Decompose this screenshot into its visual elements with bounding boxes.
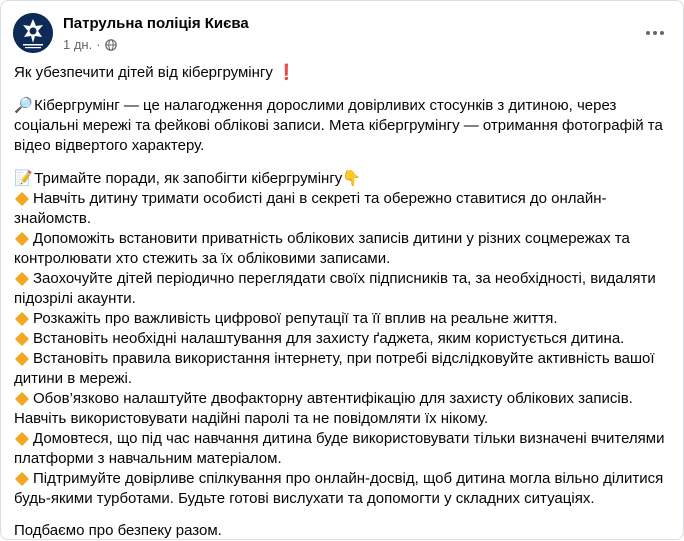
- more-dot: [653, 31, 657, 35]
- tip-item: [14, 349, 674, 389]
- post-intro: [14, 96, 674, 156]
- more-horizontal-icon: [646, 31, 650, 35]
- tip-item: [14, 269, 674, 309]
- tips-heading: [14, 169, 674, 189]
- tip-text: Підтримуйте довірливе спілкування про онлайн-досвід, щоб дитина могла вільно ділитися будь-якими турботами. Будьте готові вислухати та допомогти у складних ситуаціях.: [14, 470, 664, 507]
- orange-diamond-icon: [15, 431, 29, 445]
- tip-text: Заохочуйте дітей періодично переглядати своїх підписників та, за необхідності, видаляти підозрілі акаунти.: [14, 270, 656, 307]
- author-name[interactable]: Патрульна поліція Києва: [63, 15, 249, 32]
- orange-diamond-icon: [15, 271, 29, 285]
- memo-icon: 📝: [14, 170, 33, 187]
- exclamation-icon: ❗: [277, 64, 296, 81]
- tip-text: Встановіть необхідні налаштування для захисту ґаджета, яким користується дитина.: [33, 330, 625, 347]
- tip-text: Розкажіть про важливість цифрової репутації та її вплив на реальне життя.: [33, 310, 558, 327]
- orange-diamond-icon: [15, 231, 29, 245]
- orange-diamond-icon: [15, 471, 29, 485]
- tip-text: Навчіть дитину тримати особисті дані в секреті та обережно ставитися до онлайн-знайомств.: [14, 190, 607, 227]
- post-meta: [63, 37, 117, 52]
- magnifier-icon: 🔎: [14, 97, 33, 114]
- post-header: [13, 13, 671, 57]
- orange-diamond-icon: [15, 391, 29, 405]
- tip-item: [14, 309, 674, 329]
- globe-icon[interactable]: [105, 39, 117, 51]
- orange-diamond-icon: [15, 191, 29, 205]
- tip-text: Допоможіть встановити приватність облікових записів дитини у різних соцмережах та контролювати хто стежить за їх обліковими записами.: [14, 230, 630, 267]
- orange-diamond-icon: [15, 311, 29, 325]
- avatar[interactable]: [13, 13, 53, 53]
- tip-text: Обов’язково налаштуйте двофакторну автентифікацію для захисту облікових записів. Навчіть використовувати надійні паролі та не повідомляти їх нікому.: [14, 390, 633, 427]
- tip-item: [14, 389, 674, 429]
- post-closing: Подбаємо про безпеку разом.: [14, 522, 222, 539]
- post-time[interactable]: 1 дн.: [63, 37, 93, 52]
- tip-text: Встановіть правила використання інтернету, при потребі відслідковуйте активність вашої дитини в мережі.: [14, 350, 655, 387]
- tip-item: [14, 329, 674, 349]
- orange-diamond-icon: [15, 331, 29, 345]
- pointing-down-icon: 👇: [342, 170, 361, 187]
- tip-text: Домовтеся, що під час навчання дитина буде використовувати тільки визначені вчителями платформи з навчальним матеріалом.: [14, 430, 665, 467]
- more-options-button[interactable]: [641, 19, 669, 47]
- orange-diamond-icon: [15, 351, 29, 365]
- tip-item: [14, 429, 674, 469]
- intro-text: Кібергрумінг — це налагодження дорослими довірливих стосунків з дитиною, через соціальні мережі та фейкові облікові записи. Мета кібергрумінгу — отримання фотографій та відео відвертого характеру.: [14, 97, 663, 154]
- tips-heading-text: Тримайте поради, як запобігти кібергрумінгу: [34, 170, 343, 187]
- post-title-text: Як убезпечити дітей від кібергрумінгу: [14, 64, 273, 81]
- more-dot: [660, 31, 664, 35]
- police-badge-icon: [13, 13, 53, 53]
- tip-item: [14, 469, 674, 509]
- tips-list: [14, 189, 674, 509]
- tip-item: [14, 229, 674, 269]
- meta-separator: ·: [96, 37, 101, 52]
- post-body: [14, 63, 674, 541]
- post-title: [14, 63, 674, 83]
- tip-item: [14, 189, 674, 229]
